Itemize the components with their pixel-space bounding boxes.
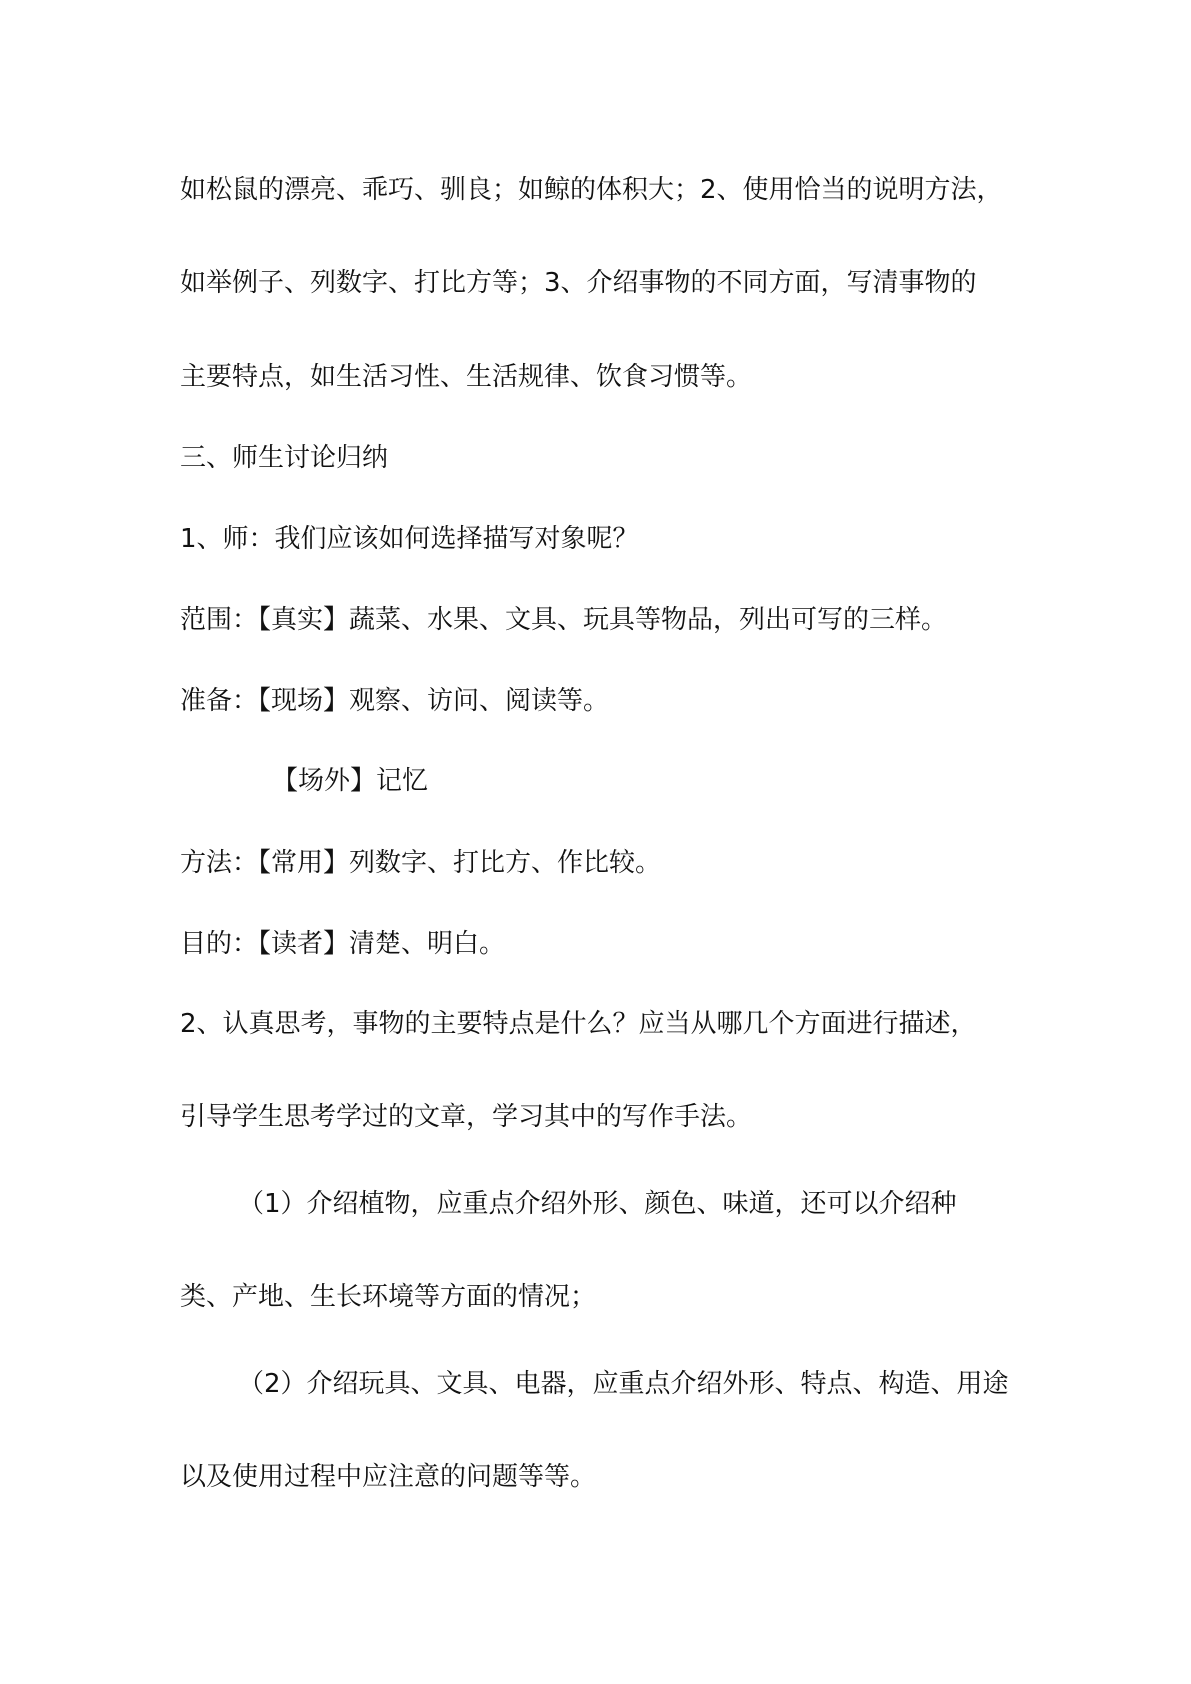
text-line: 2、认真思考，事物的主要特点是什么？应当从哪几个方面进行描述，	[180, 1009, 977, 1039]
scope-line: 范围：【真实】蔬菜、水果、文具、玩具等物品，列出可写的三样。	[180, 605, 948, 635]
text-line: 如松鼠的漂亮、乖巧、驯良；如鲸的体积大；2、使用恰当的说明方法，	[180, 175, 1003, 205]
list-item-plants: （1）介绍植物，应重点介绍外形、颜色、味道，还可以介绍种	[238, 1189, 957, 1219]
text-line: 以及使用过程中应注意的问题等等。	[180, 1462, 597, 1492]
list-item-toys: （2）介绍玩具、文具、电器，应重点介绍外形、特点、构造、用途	[238, 1369, 1009, 1399]
text-line: 如举例子、列数字、打比方等；3、介绍事物的不同方面，写清事物的	[180, 268, 977, 298]
purpose-line: 目的：【读者】清楚、明白。	[180, 929, 506, 959]
text-line: 引导学生思考学过的文章，学习其中的写作手法。	[180, 1102, 753, 1132]
text-line: 主要特点，如生活习性、生活规律、饮食习惯等。	[180, 362, 753, 392]
preparation-offsite-line: 【场外】记忆	[272, 766, 429, 796]
method-line: 方法：【常用】列数字、打比方、作比较。	[180, 848, 662, 878]
text-line: 类、产地、生长环境等方面的情况；	[180, 1282, 597, 1312]
preparation-line: 准备：【现场】观察、访问、阅读等。	[180, 686, 610, 716]
section-heading: 三、师生讨论归纳	[180, 443, 389, 473]
question-line: 1、师：我们应该如何选择描写对象呢？	[180, 524, 639, 554]
